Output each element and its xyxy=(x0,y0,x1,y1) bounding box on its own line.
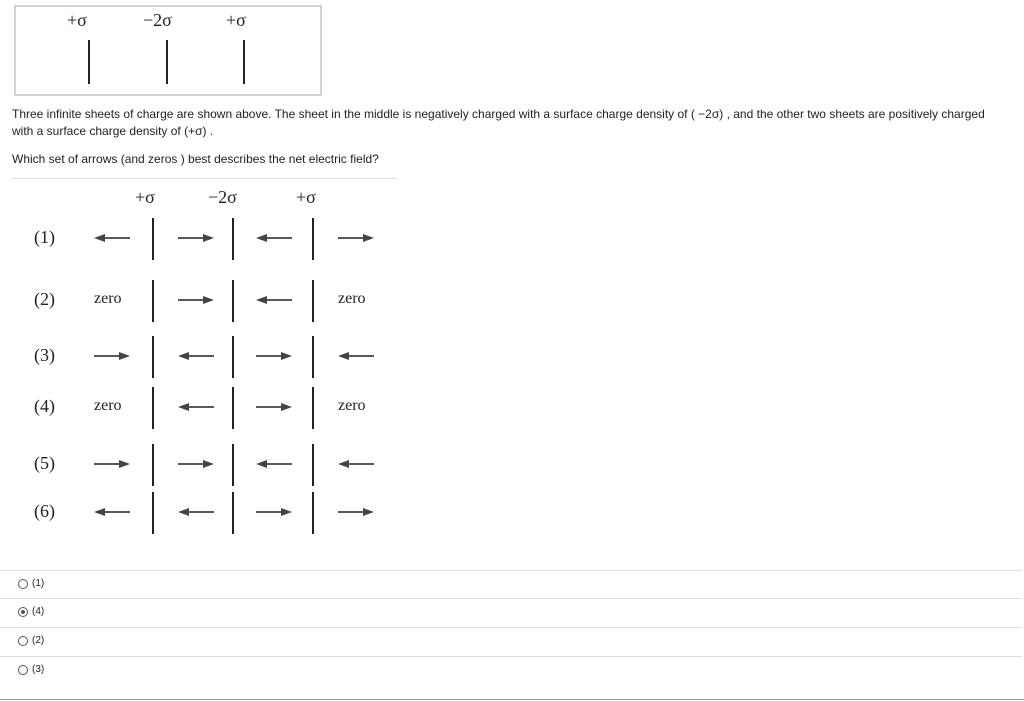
sheet-line xyxy=(312,444,314,486)
sheet-line xyxy=(232,444,234,486)
sheet-line xyxy=(312,387,314,429)
arrow-left-icon xyxy=(338,459,374,469)
radio-icon[interactable] xyxy=(18,636,28,646)
arrow-left-icon xyxy=(94,507,130,517)
sheet-line xyxy=(152,336,154,378)
choice-divider xyxy=(0,656,1022,657)
zero-label: zero xyxy=(94,290,122,307)
arrow-right-icon xyxy=(94,351,130,361)
sheet-line xyxy=(232,336,234,378)
arrow-left-icon xyxy=(256,295,292,305)
radio-icon[interactable] xyxy=(18,665,28,675)
sheet-line xyxy=(152,280,154,322)
sheet-line xyxy=(152,387,154,429)
answer-option[interactable] xyxy=(14,605,54,619)
sheet-line xyxy=(232,218,234,260)
zero-label: zero xyxy=(338,397,366,414)
question-prompt: Which set of arrows (and zeros ) best describes the net electric field? xyxy=(12,152,379,166)
table-header-left: +σ xyxy=(135,187,155,207)
radio-icon[interactable] xyxy=(18,579,28,589)
arrow-right-icon xyxy=(256,507,292,517)
choice-divider xyxy=(0,570,1022,571)
question-text-line2: with a surface charge density of (+σ) . xyxy=(12,124,214,138)
figure-label-middle: −2σ xyxy=(143,10,172,30)
arrow-left-icon xyxy=(178,402,214,412)
divider xyxy=(12,178,397,179)
arrow-right-icon xyxy=(338,233,374,243)
figure-label-right: +σ xyxy=(226,10,246,30)
sheet-line xyxy=(312,280,314,322)
row-number: (5) xyxy=(34,453,55,473)
figure-label-left: +σ xyxy=(67,10,87,30)
arrow-left-icon xyxy=(178,507,214,517)
sheet-line xyxy=(312,336,314,378)
bottom-divider xyxy=(0,699,1024,700)
arrow-left-icon xyxy=(256,233,292,243)
table-header-middle: −2σ xyxy=(208,187,237,207)
answer-option[interactable] xyxy=(14,577,54,591)
radio-selected-icon[interactable] xyxy=(18,607,28,617)
sheet-line xyxy=(152,492,154,534)
sheet-line xyxy=(152,444,154,486)
row-number: (6) xyxy=(34,501,55,521)
arrow-left-icon xyxy=(94,233,130,243)
answer-option-label: (1) xyxy=(32,578,45,589)
arrow-right-icon xyxy=(256,402,292,412)
row-number: (4) xyxy=(34,396,55,416)
figure-sheet-middle xyxy=(166,40,168,84)
sheet-line xyxy=(312,492,314,534)
row-number: (2) xyxy=(34,289,55,309)
answer-option[interactable] xyxy=(14,663,54,677)
answer-option-label: (3) xyxy=(32,664,45,675)
answer-option-label: (4) xyxy=(32,606,45,617)
arrow-right-icon xyxy=(178,233,214,243)
arrow-right-icon xyxy=(178,295,214,305)
sheet-line xyxy=(232,280,234,322)
arrow-left-icon xyxy=(178,351,214,361)
arrow-right-icon xyxy=(94,459,130,469)
sheet-line xyxy=(152,218,154,260)
sheet-line xyxy=(232,387,234,429)
arrow-right-icon xyxy=(256,351,292,361)
arrow-left-icon xyxy=(338,351,374,361)
arrow-right-icon xyxy=(178,459,214,469)
choice-divider xyxy=(0,598,1022,599)
question-text-line1: Three infinite sheets of charge are shown above. The sheet in the middle is negatively charged with a surface charge density of ( −2σ) , and the other two sheets are positively charged xyxy=(12,107,985,121)
table-header-right: +σ xyxy=(296,187,316,207)
choice-divider xyxy=(0,627,1022,628)
row-number: (1) xyxy=(34,227,55,247)
figure-sheet-left xyxy=(88,40,90,84)
answer-option[interactable] xyxy=(14,634,54,648)
zero-label: zero xyxy=(94,397,122,414)
row-number: (3) xyxy=(34,345,55,365)
arrow-left-icon xyxy=(256,459,292,469)
answer-option-label: (2) xyxy=(32,635,45,646)
zero-label: zero xyxy=(338,290,366,307)
sheet-line xyxy=(312,218,314,260)
sheet-line xyxy=(232,492,234,534)
arrow-right-icon xyxy=(338,507,374,517)
figure-sheet-right xyxy=(243,40,245,84)
